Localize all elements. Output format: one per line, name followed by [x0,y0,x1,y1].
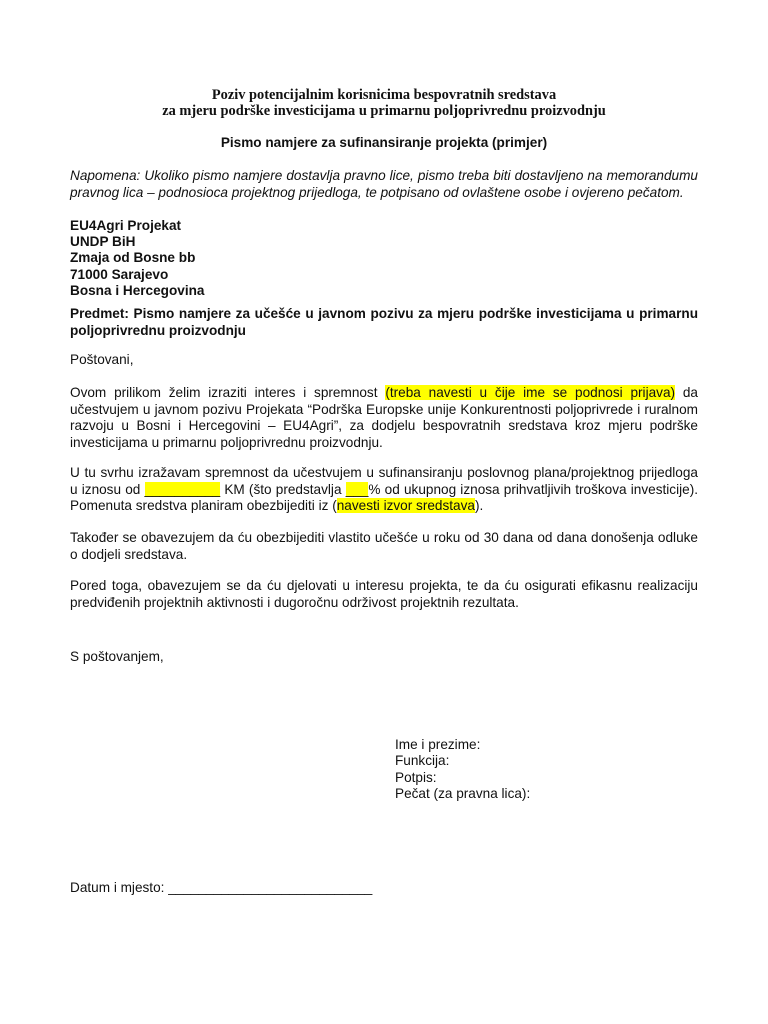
title-line-1: Poziv potencijalnim korisnicima bespovratnih sredstava [211,87,557,103]
signature-function-label: Funkcija: [395,753,450,769]
paragraph-obligation: Također se obavezujem da ću obezbijediti vlastito učešće u roku od 30 dana od dana donošenja odluke o dodjeli sredstava. [70,530,698,562]
p2-part-1: U tu svrhu izražavam spremnost da učestvujem u sufinansiranju poslovnog plana/projektnog prijedloga u iznosu od [70,465,698,497]
p1-highlight: (treba navesti u čije ime se podnosi prijava) [385,385,676,400]
signature-block [395,737,695,802]
subject-line: Predmet: Pismo namjere za učešće u javnom pozivu za mjeru podrške investicijama u primarnu poljoprivrednu proizvodnju [70,306,698,338]
address-line-5: Bosna i Hercegovina [70,282,205,298]
title-line-2: za mjeru podrške investicijama u primarnu poljoprivrednu proizvodnju [162,103,606,119]
address-line-2: UNDP BiH [70,234,136,250]
closing: S poštovanjem, [70,649,164,664]
date-place-line: Datum i mjesto: ___________________________ [70,880,373,895]
document-title [70,87,698,119]
p2-part-2: KM (što predstavlja [220,481,346,497]
p2-part-3: % od ukupnog iznosa prihvatljivih troškova investicije). Pomenuta sredstva planiram obezbijediti iz ( [70,481,699,513]
p1-text-after: da učestvujem u javnom pozivu Projekata “Podrška Europske unije Konkurentnosti poljoprivrede i ruralnom razvoju u Bosni i Hercegovini – EU4Agri”, za dodjelu bespovratnih sredstava kroz mjeru podrške investicijama u primarnu poljoprivrednu proizvodnju. [70,385,698,450]
signature-stamp-label: Pečat (za pravna lica): [395,785,531,801]
amount-blank: __________ [144,481,221,497]
p2-highlight: navesti izvor sredstava [336,498,475,513]
recipient-address [70,218,470,299]
p1-text-before: Ovom prilikom želim izraziti interes i spremnost [70,385,386,400]
address-line-3: Zmaja od Bosne bb [70,250,196,266]
signature-name-label: Ime i prezime: [395,737,481,752]
percent-blank: ___ [345,481,369,497]
address-line-1: EU4Agri Projekat [70,218,182,233]
paragraph-interest [70,385,698,451]
greeting: Poštovani, [70,352,134,367]
document-subtitle: Pismo namjere za sufinansiranje projekta (primjer) [220,135,548,150]
paragraph-commitment: Pored toga, obavezujem se da ću djelovati u interesu projekta, te da ću osigurati efikasnu realizaciju predviđenih projektnih aktivnosti i dugoročnu održivost projektnih rezultata. [70,578,698,610]
paragraph-cofinancing [70,465,698,515]
p2-part-4: ). [474,498,484,513]
signature-sign-label: Potpis: [395,769,437,785]
note-paragraph: Napomena: Ukoliko pismo namjere dostavlja pravno lice, pismo treba biti dostavljeno na memorandumu pravnog lica – podnosioca projektnog prijedloga, te potpisano od ovlaštene osobe i ovjereno pečatom. [70,168,698,200]
address-line-4: 71000 Sarajevo [70,266,169,282]
